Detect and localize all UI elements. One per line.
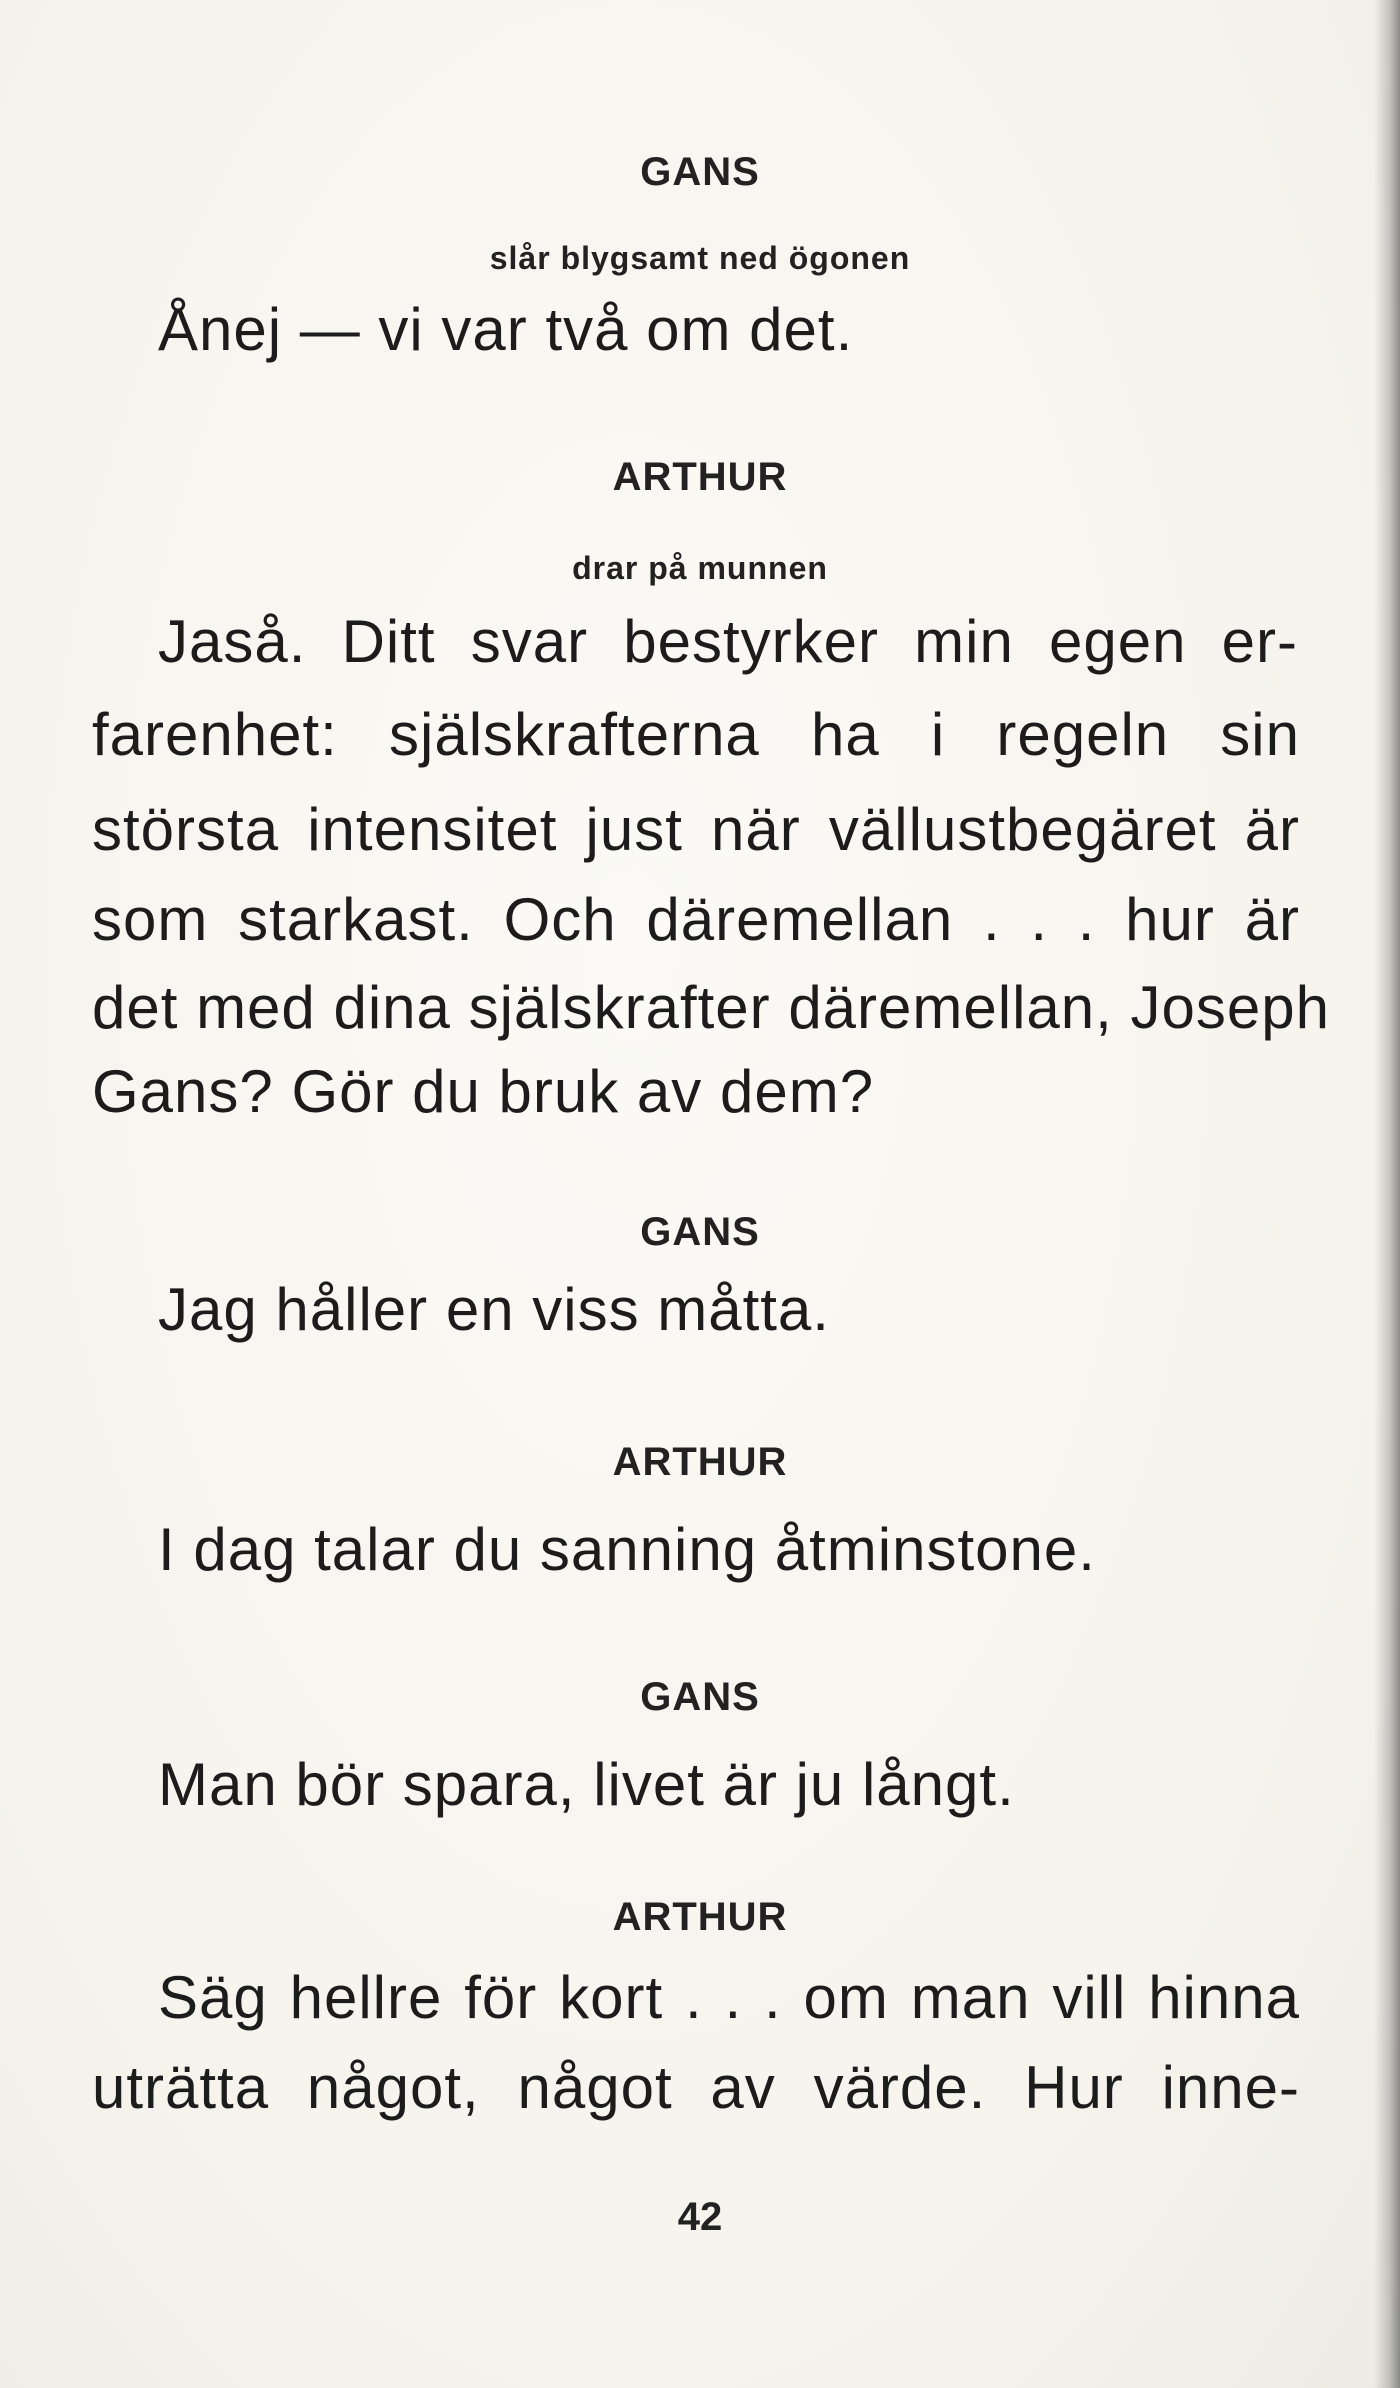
dialogue-line: som starkast. Och däremellan . . . hur är bbox=[92, 886, 1300, 953]
speaker-name: GANS bbox=[640, 150, 760, 194]
page-edge-shadow bbox=[1374, 0, 1400, 2388]
dialogue-line: Man bör spara, livet är ju långt. bbox=[158, 1751, 1015, 1818]
dialogue-line: I dag talar du sanning åtminstone. bbox=[158, 1516, 1096, 1583]
dialogue-line: Ånej — vi var två om det. bbox=[158, 296, 854, 363]
speaker-name: ARTHUR bbox=[612, 455, 788, 499]
speaker-name: GANS bbox=[640, 1675, 760, 1719]
speaker-name: GANS bbox=[640, 1210, 760, 1254]
stage-direction: drar på munnen bbox=[572, 550, 828, 586]
speaker-name: ARTHUR bbox=[612, 1440, 788, 1484]
dialogue-line: största intensitet just när vällustbegäret är bbox=[92, 796, 1300, 863]
dialogue-line: Säg hellre för kort . . . om man vill hinna bbox=[158, 1964, 1300, 2031]
speaker-name: ARTHUR bbox=[612, 1895, 788, 1939]
page-number: 42 bbox=[677, 2195, 723, 2239]
dialogue-line: uträtta något, något av värde. Hur inne- bbox=[92, 2054, 1300, 2121]
dialogue-line: Gans? Gör du bruk av dem? bbox=[92, 1058, 875, 1125]
dialogue-line: farenhet: själskrafterna ha i regeln sin bbox=[92, 701, 1300, 768]
dialogue-line: Jaså. Ditt svar bestyrker min egen er- bbox=[158, 608, 1298, 675]
dialogue-line: det med dina själskrafter däremellan, Joseph bbox=[92, 974, 1330, 1041]
dialogue-line: Jag håller en viss måtta. bbox=[158, 1276, 830, 1343]
stage-direction: slår blygsamt ned ögonen bbox=[489, 240, 911, 276]
